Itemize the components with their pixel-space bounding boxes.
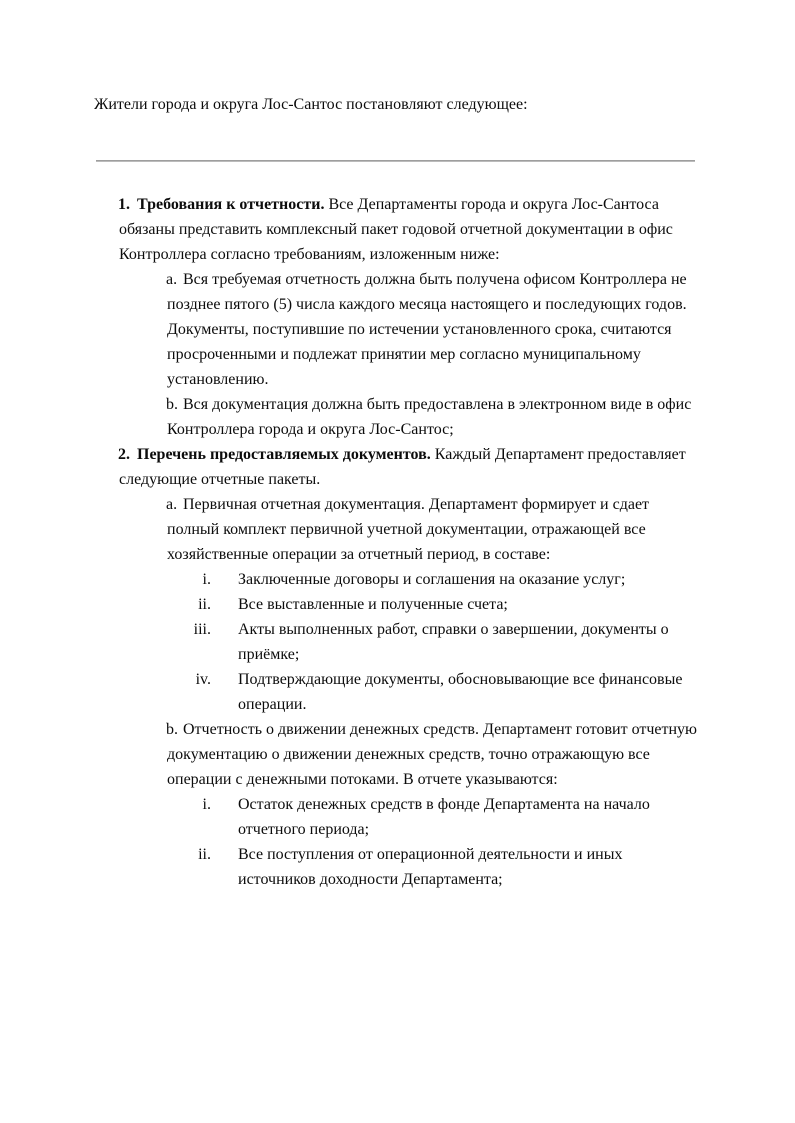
list-marker: b. <box>166 396 178 413</box>
list-marker: 2. <box>118 446 130 463</box>
item-text: Все выставленные и полученные счета; <box>238 596 508 613</box>
item-text: Отчетность о движении денежных средств. Департамент готовит отчетную документацию о движении денежных средств, точно отражающую все операции с денежными потоками. В отчете указываются: <box>167 721 697 788</box>
list-marker: i. <box>202 571 211 588</box>
list-marker: ii. <box>198 846 211 863</box>
sub-item-1a <box>167 267 699 392</box>
horizontal-divider <box>96 160 695 162</box>
ordinance-list <box>0 192 795 892</box>
item-text: Первичная отчетная документация. Департамент формирует и сдает полный комплект первичной учетной документации, отражающей все хозяйственные операции за отчетный период, в составе: <box>167 496 650 563</box>
ordinance-item-2 <box>119 442 699 492</box>
clause-2a-iii <box>193 617 699 667</box>
list-marker: 1. <box>118 196 130 213</box>
list-marker: a. <box>166 496 178 513</box>
item-bold-lead: Требования к отчетности. <box>137 196 325 213</box>
item-text: Заключенные договоры и соглашения на оказание услуг; <box>238 571 626 588</box>
sub-item-2a <box>167 492 699 567</box>
list-marker: iv. <box>195 671 211 688</box>
item-text: Остаток денежных средств в фонде Департамента на начало отчетного периода; <box>238 796 650 838</box>
ordinance-item-1 <box>119 192 699 267</box>
item-text: Вся требуемая отчетность должна быть получена офисом Контроллера не позднее пятого (5) числа каждого месяца настоящего и последующих годов. Документы, поступившие по истечении установленного срока, считаются просроченными и подлежат принятии мер согласно муниципальному установлению. <box>167 271 687 388</box>
item-text: Вся документация должна быть предоставлена в электронном виде в офис Контроллера города и округа Лос-Сантос; <box>167 396 692 438</box>
sub-item-2b <box>167 717 699 792</box>
list-marker: b. <box>166 721 178 738</box>
item-bold-lead: Перечень предоставляемых документов. <box>137 446 431 463</box>
clause-2b-ii <box>198 842 699 892</box>
list-marker: i. <box>202 796 211 813</box>
item-text: Каждый Департамент предоставляет следующие отчетные пакеты. <box>119 446 686 488</box>
clause-2a-iv <box>195 667 699 717</box>
item-text: Подтверждающие документы, обосновывающие все финансовые операции. <box>238 671 683 713</box>
document-heading: Жители города и округа Лос-Сантос постановляют следующее: <box>94 96 528 113</box>
sub-item-1b <box>167 392 699 442</box>
item-text: Акты выполненных работ, справки о завершении, документы о приёмке; <box>238 621 669 663</box>
list-marker: a. <box>166 271 178 288</box>
item-text: Все поступления от операционной деятельности и иных источников доходности Департамента; <box>238 846 623 888</box>
list-marker: iii. <box>193 621 211 638</box>
item-text: Все Департаменты города и округа Лос-Сантоса обязаны представить комплексный пакет годовой отчетной документации в офис Контроллера согласно требованиям, изложенным ниже: <box>119 196 673 263</box>
clause-2a-ii <box>198 592 699 617</box>
clause-2a-i <box>202 567 699 592</box>
list-marker: ii. <box>198 596 211 613</box>
clause-2b-i <box>202 792 699 842</box>
